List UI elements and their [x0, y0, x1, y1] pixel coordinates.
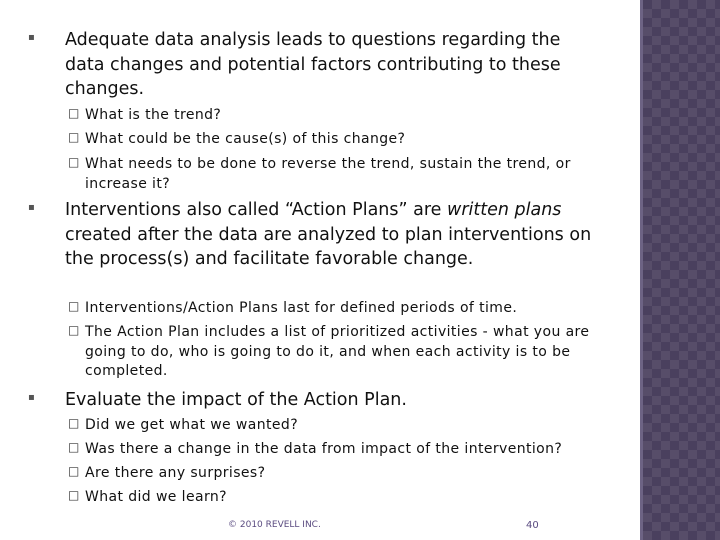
sub-bullet-text: Are there any surprises? — [85, 465, 266, 481]
sub-bullet-text: What could be the cause(s) of this change? — [85, 131, 406, 147]
sub-bullet-text: What is the trend? — [85, 107, 222, 123]
sub-bullet-text: What did we learn? — [85, 489, 227, 505]
square-bullet-icon: □ — [68, 155, 80, 169]
bullet-dot-icon: ▪ — [28, 392, 35, 403]
main-bullet-text: Evaluate the impact of the Action Plan. — [65, 390, 407, 410]
main-bullet-3 — [28, 388, 598, 413]
text-before: Interventions also called “Action Plans” are — [65, 200, 447, 220]
sub-bullet-1-3 — [68, 155, 608, 194]
page-number: 40 — [526, 520, 539, 531]
sub-bullet-2-1 — [68, 299, 608, 319]
sub-bullet-text: Was there a change in the data from impact of the intervention? — [85, 441, 563, 457]
square-bullet-icon: □ — [68, 130, 80, 144]
square-bullet-icon: □ — [68, 106, 80, 120]
sub-bullet-1-1 — [68, 106, 608, 126]
text-after: created after the data are analyzed to plan interventions on the process(s) and facilitate favorable change. — [65, 224, 592, 269]
main-bullet-text: Adequate data analysis leads to questions regarding the data changes and potential factors contributing to these changes. — [65, 30, 561, 99]
bullet-dot-icon: ▪ — [28, 32, 35, 43]
sub-bullet-3-4 — [68, 488, 608, 508]
square-bullet-icon: □ — [68, 464, 80, 478]
sub-bullet-text: Did we get what we wanted? — [85, 417, 299, 433]
square-bullet-icon: □ — [68, 440, 80, 454]
sub-bullet-1-2 — [68, 130, 608, 150]
sub-bullet-text: Interventions/Action Plans last for defined periods of time. — [85, 300, 518, 316]
square-bullet-icon: □ — [68, 416, 80, 430]
square-bullet-icon: □ — [68, 323, 80, 337]
sub-bullet-text: The Action Plan includes a list of prioritized activities - what you are going to do, who is going to do it, and when each activity is to be completed. — [85, 324, 590, 379]
sub-bullet-2-2 — [68, 323, 608, 382]
main-bullet-1 — [28, 28, 598, 102]
footer-copyright: © 2010 REVELL INC. — [228, 520, 321, 530]
text-italic: written plans — [447, 200, 562, 220]
sub-bullet-3-3 — [68, 464, 608, 484]
sub-bullet-3-1 — [68, 416, 608, 436]
bullet-dot-icon: ▪ — [28, 202, 35, 213]
main-bullet-2 — [28, 198, 598, 272]
sub-bullet-text: What needs to be done to reverse the trend, sustain the trend, or increase it? — [85, 156, 571, 192]
sub-bullet-3-2 — [68, 440, 608, 460]
square-bullet-icon: □ — [68, 299, 80, 313]
main-bullet-text — [65, 198, 598, 272]
square-bullet-icon: □ — [68, 488, 80, 502]
decorative-sidebar — [643, 0, 720, 540]
